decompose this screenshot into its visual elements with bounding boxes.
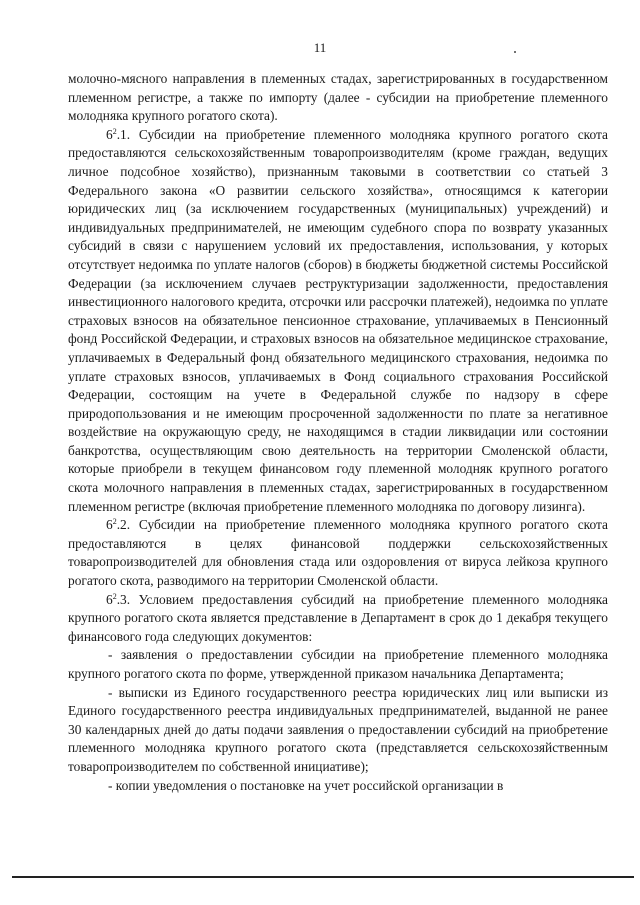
clause-superscript: 2 [112, 126, 117, 136]
page-bottom-rule [12, 876, 634, 878]
paragraph-continuation: молочно-мясного направления в племенных стадах, зарегистрированных в государственном племенном регистре, а также по импорту (далее - субсидии на приобретение племенного молодняка крупного рогатого скота). [68, 71, 608, 124]
clause-text: .3. Условием предоставления субсидий на приобретение племенного молодняка крупного рогатого скота является представление в Департамент в срок до 1 декабря текущего финансового года следующих документов: [68, 591, 608, 644]
list-item-registration-notice: - копии уведомления о постановке на учет российской организации в [108, 777, 504, 793]
page-number: 11 [313, 40, 327, 55]
paragraph-6-2-3 [68, 591, 608, 647]
paragraph-6-2-1 [68, 126, 608, 516]
list-item-application: - заявления о предоставлении субсидии на приобретение племенного молодняка крупного рогатого скота по форме, утвержденной приказом начальника Департамента; [68, 647, 608, 681]
scan-dot-mark [514, 51, 516, 53]
list-item-registry-extract: - выписки из Единого государственного реестра юридических лиц или выписки из Единого государственного реестра индивидуальных предпринимателей, выданной не ранее 30 календарных дней до даты подачи заявления о предоставлении субсидий на приобретение племенного молодняка крупного рогатого скота (представляется сельскохозяйственным товаропроизводителем по собственной инициативе); [68, 684, 608, 774]
clause-text: .1. Субсидии на приобретение племенного молодняка крупного рогатого скота предоставляются сельскохозяйственным товаропроизводителям (кроме граждан, ведущих личное подсобное хозяйство), признанным таковыми в соответствии со статьей 3 Федерального закона «О развитии сельского хозяйства», относящимся к категории юридических лиц (за исключением государственных (муниципальных) учреждений) и индивидуальных предпринимателей, не имеющим судебного спора по возврату указанных субсидий в связи с нарушением условий их предоставления, использования, у которых отсутствует недоимка по уплате налогов (сборов) в бюджеты бюджетной системы Российской Федерации (за исключением случаев реструктуризации задолженности, предоставления инвестиционного налогового кредита, отсрочки или рассрочки платежей), недоимка по уплате страховых взносов на обязательное пенсионное страхование, уплачиваемых в Пенсионный фонд Российской Федерации, и страховых взносов на обязательное медицинское страхование, уплачиваемых в Федеральный фонд обязательного медицинского страхования, недоимка по уплате страховых взносов, уплачиваемых в Фонд социального страхования Российской Федерации, состоящим на учете в Федеральной службе по надзору в сфере природопользования и не имеющим просроченной задолженности по плате за негативное воздействие на окружающую среду, не находящимся в стадии ликвидации или состоянии банкротства, осуществляющим свою деятельность на территории Смоленской области, которые приобрели в текущем финансовом году племенной молодняк крупного рогатого скота молочного направления в племенных стадах, зарегистрированных в государственном племенном регистре (включая приобретение племенного молодняка по договору лизинга). [68, 126, 608, 514]
clause-number: 6 [106, 591, 113, 607]
document-body [68, 70, 608, 795]
paragraph-6-2-2 [68, 516, 608, 590]
clause-superscript: 2 [112, 591, 117, 601]
clause-number: 6 [106, 126, 113, 142]
clause-superscript: 2 [112, 517, 117, 527]
clause-number: 6 [106, 517, 113, 533]
clause-text: .2. Субсидии на приобретение племенного молодняка крупного рогатого скота предоставляются в целях финансовой поддержки сельскохозяйственных товаропроизводителей для обновления стада или оздоровления от вируса лейкоза крупного рогатого скота, разводимого на территории Смоленской области. [68, 517, 608, 589]
